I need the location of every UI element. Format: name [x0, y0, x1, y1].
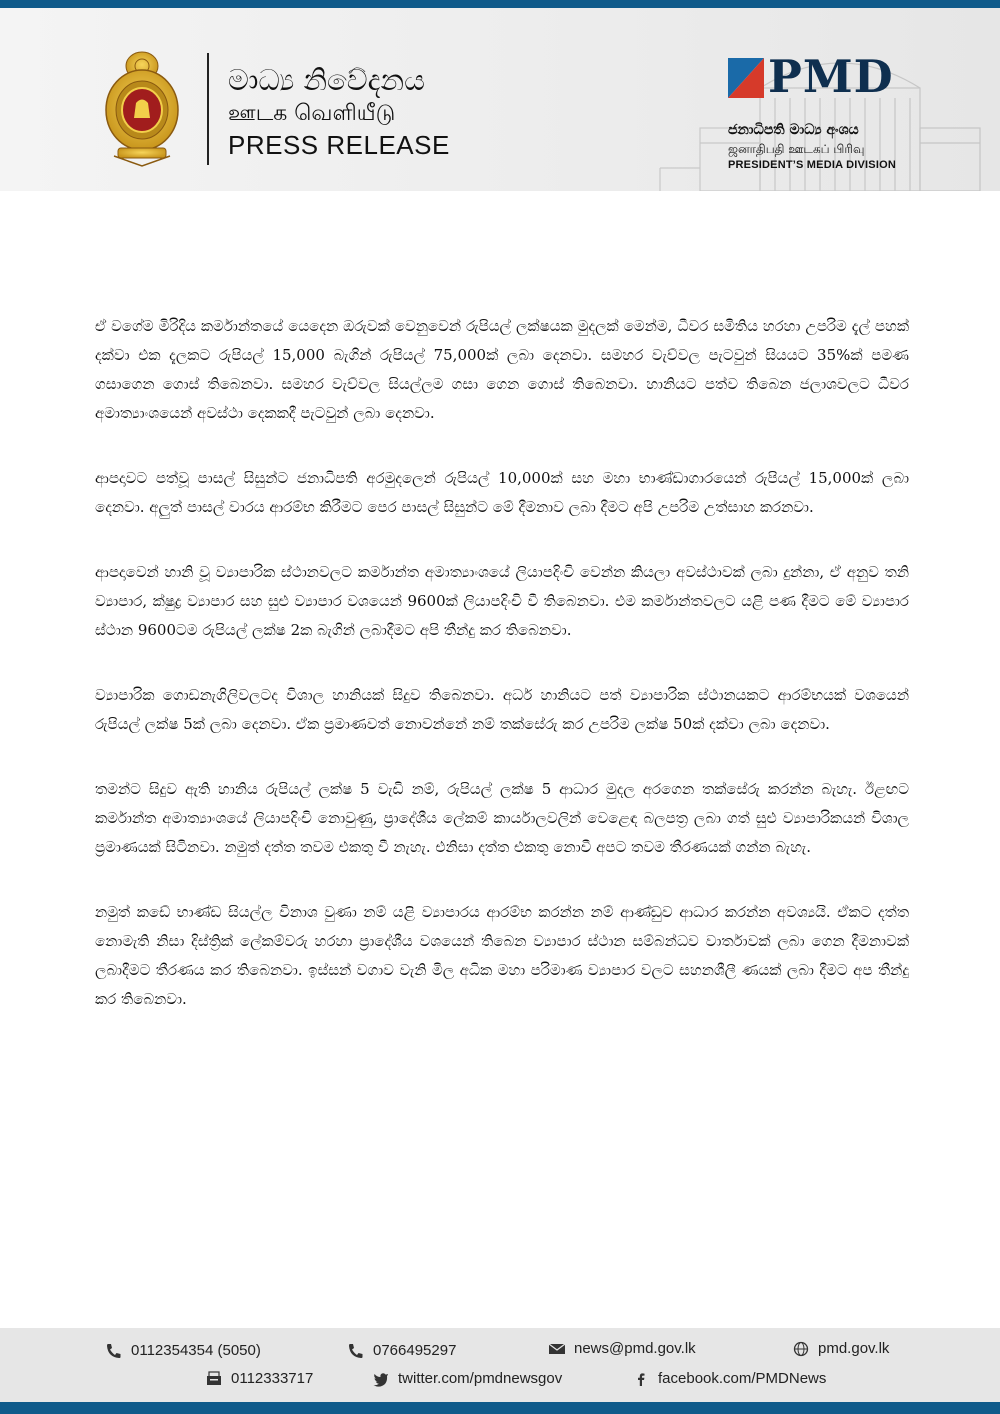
pmd-logo [728, 50, 894, 106]
pmd-name-english: PRESIDENT’S MEDIA DIVISION [728, 159, 896, 171]
fax-icon [205, 1371, 223, 1387]
pmd-wordmark: PMD [768, 50, 894, 103]
body-paragraph: ආපදාවෙන් හානි වූ ව්‍යාපාරික ස්ථානවලට කර්මාන්ත අමාත්‍යාංශයේ ලියාපදිංචි වෙන්න කියලා අවස්ථාවක් ලබා දුන්නා, ඒ අනුව තනි ව්‍යාපාර, ක්ෂුද්‍ර ව්‍යාපාර සහ සුළු ව්‍යාපාර වශයෙන් 9600ක් ලියාපදිංචි වී තිබෙනවා. එම කර්මාන්තවලට යළි පණ දීමට මේ ව්‍යාපාර ස්ථාන 9600ටම රුපියල් ලක්ෂ 2ක බැගින් ලබාදීමට අපි තීන්දු කර තිබෙනවා. [95, 563, 909, 639]
body-paragraph: ව්‍යාපාරික ගොඩනැගිලිවලටද විශාල හානියක් සිදුව තිබෙනවා. අර්ධ හානියට පත් ව්‍යාපාරික ස්ථානයකට ආරම්භයක් වශයෙන් රුපියල් ලක්ෂ 5ක් ලබා දෙනවා. ඒක ප්‍රමාණවත් නොවන්නේ නම් තක්සේරු කර උපරිම ලක්ෂ 50ක් දක්වා ලබා දෙනවා. [95, 686, 909, 733]
pmd-name-sinhala: ජනාධිපති මාධ්‍ය අංශය [728, 122, 859, 138]
footer-email[interactable] [548, 1340, 696, 1357]
body-paragraph: නමුත් කඩේ භාණ්ඩ සියල්ල විනාශ වුණා නම් යළි ව්‍යාපාරය ආරම්භ කරන්න නම් ආණ්ඩුව ආධාර කරන්න අවශ්‍යයි. ඒකට දත්ත නොමැති නිසා දිස්ත්‍රික් ලේකම්වරු හරහා ප්‍රාදේශීය වශයෙන් තිබෙන ව්‍යාපාර ස්ථාන සම්බන්ධව වාර්තාවක් ලබා ගෙන දීමනාවක් ලබාදීමට තීරණය කර තිබෙනවා. ඉස්සන් වගාව වැනි මිල අධික මහා පරිමාණ ව්‍යාපාර වලට සහනශීලී ණයක් ලබා දීමට අප තීන්දු කර තිබෙනවා. [95, 903, 909, 1008]
footer-facebook[interactable] [632, 1370, 826, 1387]
body-paragraph: ආපදාවට පත්වූ පාසල් සිසුන්ට ජනාධිපති අරමුදලෙන් රුපියල් 10,000ක් සහ මහා භාණ්ඩාගාරයෙන් රුපියල් 15,000ක් ලබා දෙනවා. අලුත් පාසල් වාරය ආරම්භ කිරීමට පෙර පාසල් සිසුන්ට මේ දීමනාව ලබා දීමට අපි උපරිම උත්සාහ කරනවා. [95, 469, 909, 516]
footer-mobile [347, 1342, 456, 1359]
footer-fax [205, 1370, 313, 1387]
mobile-phone-icon [347, 1343, 365, 1359]
phone-icon [105, 1343, 123, 1359]
press-release-title [228, 63, 450, 161]
fax-number: 0112333717 [231, 1370, 314, 1387]
body-paragraph: ඒ වගේම මිරිදිය කර්මාන්තයේ යෙදෙන ඔරුවක් වෙනුවෙන් රුපියල් ලක්ෂයක මුදලක් මෙන්ම, ධීවර සමිතිය හරහා උපරිම දැල් පහක් දක්වා එක දැලකට රුපියල් 15,000 බැගින් රුපියල් 75,000ක් ලබා දෙනවා. සමහර වැව්වල පැටවුන් සියයට 35%ක් පමණ ගසාගෙන ගොස් තිබෙනවා. සමහර වැව්වල සියල්ලම ගසා ගෙන ගොස් තිබෙනවා. හානියට පත්ව තිබෙන ජලාශවලට ධීවර අමාත්‍යාංශයෙන් අවස්ථා දෙකකදී පැටවුන් ලබා දෙනවා. [95, 317, 909, 422]
phone-number: 0112354354 (5050) [131, 1342, 261, 1359]
press-release-body [95, 312, 909, 1050]
footer-website[interactable] [792, 1340, 889, 1357]
contact-footer [0, 1328, 1000, 1402]
mobile-number: 0766495297 [373, 1342, 457, 1359]
title-english: PRESS RELEASE [228, 130, 450, 160]
email-icon [548, 1341, 566, 1357]
globe-icon [792, 1341, 810, 1357]
email-address[interactable]: news@pmd.gov.lk [574, 1340, 696, 1357]
body-paragraph: තමන්ට සිදුව ඇති හානිය රුපියල් ලක්ෂ 5 වැඩි නම්, රුපියල් ලක්ෂ 5 ආධාර මුදල අරගෙන තක්සේරු කරන්න බැහැ. ඊළඟට කර්මාන්ත අමාත්‍යාංශයේ ලියාපදිංචි නොවුණු, ප්‍රාදේශීය ලේකම් කාර්යාලවලින් වෙළෙඳ බලපත්‍ර ලබා ගත් සුළු ව්‍යාපාරිකයන් විශාල ප්‍රමාණයක් සිටිනවා. නමුත් දත්ත තවම එකතු වී නැහැ. එනිසා දත්ත එකතු නොවී අපට තවම තීරණයක් ගන්න බැහැ. [95, 780, 909, 856]
title-tamil: ஊடக வெளியீடு [228, 101, 396, 126]
footer-phone [105, 1342, 261, 1359]
title-sinhala: මාධ්‍ය නිවේදනය [228, 63, 425, 97]
pmd-mark-icon [728, 58, 764, 98]
bottom-accent-bar [0, 1402, 1000, 1414]
twitter-handle[interactable]: twitter.com/pmdnewsgov [398, 1370, 563, 1387]
header-divider [207, 53, 209, 165]
press-release-header [0, 8, 1000, 191]
top-accent-bar [0, 0, 1000, 8]
facebook-icon [632, 1371, 650, 1387]
website-url[interactable]: pmd.gov.lk [818, 1340, 890, 1357]
sri-lanka-emblem-icon [100, 48, 184, 168]
facebook-page[interactable]: facebook.com/PMDNews [658, 1370, 827, 1387]
footer-twitter[interactable] [372, 1370, 562, 1387]
twitter-icon [372, 1371, 390, 1387]
pmd-name-tamil: ஜனாதிபதி ஊடகப் பிரிவு [728, 142, 865, 156]
